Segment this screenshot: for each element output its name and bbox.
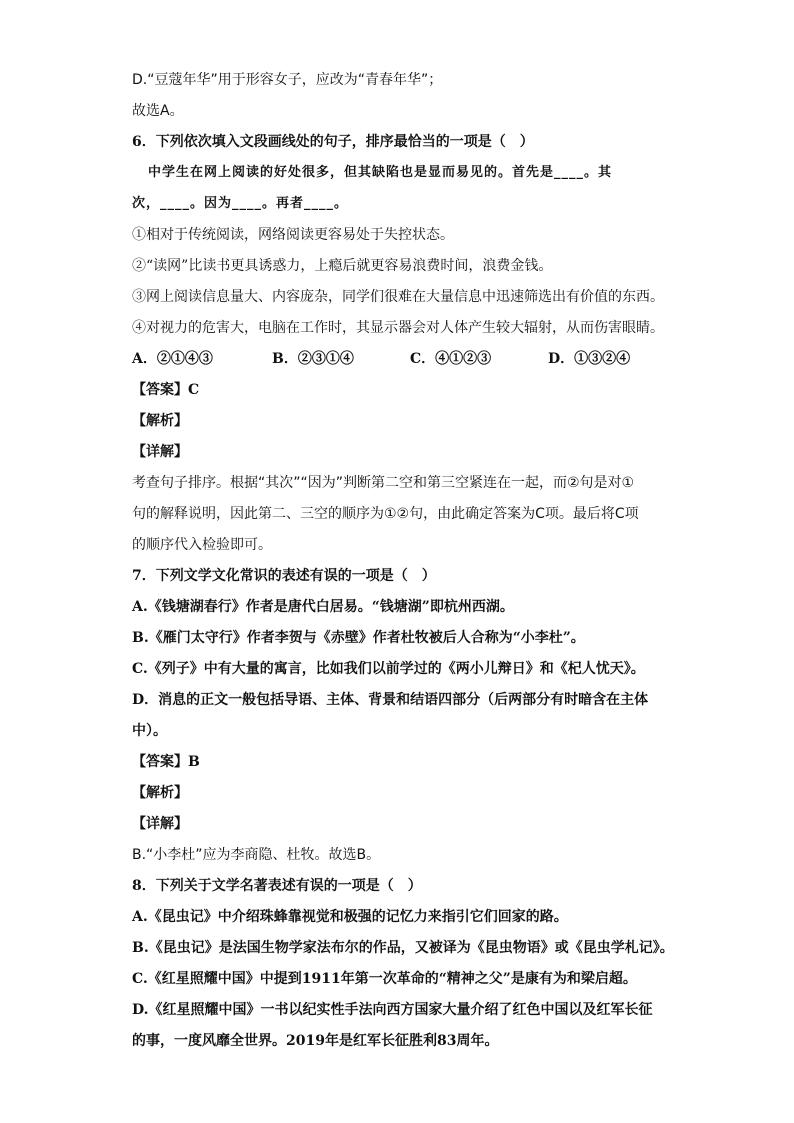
question-7-option-a: A.《钱塘湖春行》作者是唐代白居易。“钱塘湖”即杭州西湖。 xyxy=(132,599,514,615)
question-7-title: 7．下列文学文化常识的表述有误的一项是（ ） xyxy=(132,568,436,584)
answer-label: 【答案】C xyxy=(132,382,200,398)
question-6-title: 6．下列依次填入文段画线处的句子，排序最恰当的一项是（ ） xyxy=(132,134,534,150)
detail-label: 【详解】 xyxy=(132,816,188,832)
question-6-passage-line-1: 中学生在网上阅读的好处很多，但其缺陷也是显而易见的。首先是____。其 xyxy=(148,165,613,180)
option-b: B．②③①④ xyxy=(272,351,354,367)
question-7-option-d: D．消息的正文一般包括导语、主体、背景和结语四部分（后两部分有时暗含在主体 xyxy=(132,692,649,708)
question-6-sentence-3: ③网上阅读信息量大、内容庞杂，同学们很难在大量信息中迅速筛选出有价值的东西。 xyxy=(132,289,664,305)
answer-line-d: D.“豆蔻年华”用于形容女子，应改为“青春年华”； xyxy=(132,72,443,88)
conclusion-line: 故选A。 xyxy=(132,103,184,119)
analysis-label: 【解析】 xyxy=(132,785,188,801)
explanation-line-2: 句的解释说明，因此第二、三空的顺序为①②句，由此确定答案为C项。最后将C项 xyxy=(132,506,639,522)
option-a: A．②①④③ xyxy=(132,351,213,367)
question-7-option-d-cont: 中）。 xyxy=(132,723,167,739)
option-d: D．①③②④ xyxy=(548,351,631,367)
question-7-option-c: C.《列子》中有大量的寓言，比如我们以前学过的《两小儿辩日》和《杞人忧天》。 xyxy=(132,661,645,677)
answer-label: 【答案】B xyxy=(132,754,200,770)
analysis-label: 【解析】 xyxy=(132,413,188,429)
question-6-sentence-4: ④对视力的危害大，电脑在工作时，其显示器会对人体产生较大辐射，从而伤害眼睛。 xyxy=(132,320,664,336)
option-c: C．④①②③ xyxy=(410,351,492,367)
question-6-sentence-2: ②“读网”比读书更具诱惑力，上瘾后就更容易浪费时间，浪费金钱。 xyxy=(132,258,553,274)
explanation-line-1: 考查句子排序。根据“其次”“因为”判断第二空和第三空紧连在一起，而②句是对① xyxy=(132,475,635,491)
question-8-option-b: B.《昆虫记》是法国生物学家法布尔的作品，又被译为《昆虫物语》或《昆虫学札记》。 xyxy=(132,940,674,956)
question-7-option-b: B.《雁门太守行》作者李贺与《赤壁》作者杜牧被后人合称为“小李杜”。 xyxy=(132,630,585,646)
question-8-option-d-cont: 的事，一度风靡全世界。2019年是红军长征胜利83周年。 xyxy=(132,1033,499,1049)
question-6-passage-line-2: 次，____。因为____。再者____。 xyxy=(132,196,349,211)
question-8-option-c: C.《红星照耀中国》中提到1911年第一次革命的“精神之父”是康有为和梁启超。 xyxy=(132,971,637,987)
detail-label: 【详解】 xyxy=(132,444,188,460)
question-6-sentence-1: ①相对于传统阅读，网络阅读更容易处于失控状态。 xyxy=(132,227,454,243)
question-8-option-a: A.《昆虫记》中介绍珠蜂靠视觉和极强的记忆力来指引它们回家的路。 xyxy=(132,909,568,925)
explanation-line: B.“小李杜”应为李商隐、杜牧。故选B。 xyxy=(132,847,381,863)
question-8-option-d: D.《红星照耀中国》一书以纪实性手法向西方国家大量介绍了红色中国以及红军长征 xyxy=(132,1002,653,1018)
question-6-options xyxy=(132,349,692,369)
explanation-line-3: 的顺序代入检验即可。 xyxy=(132,537,272,553)
question-8-title: 8．下列关于文学名著表述有误的一项是（ ） xyxy=(132,878,422,894)
